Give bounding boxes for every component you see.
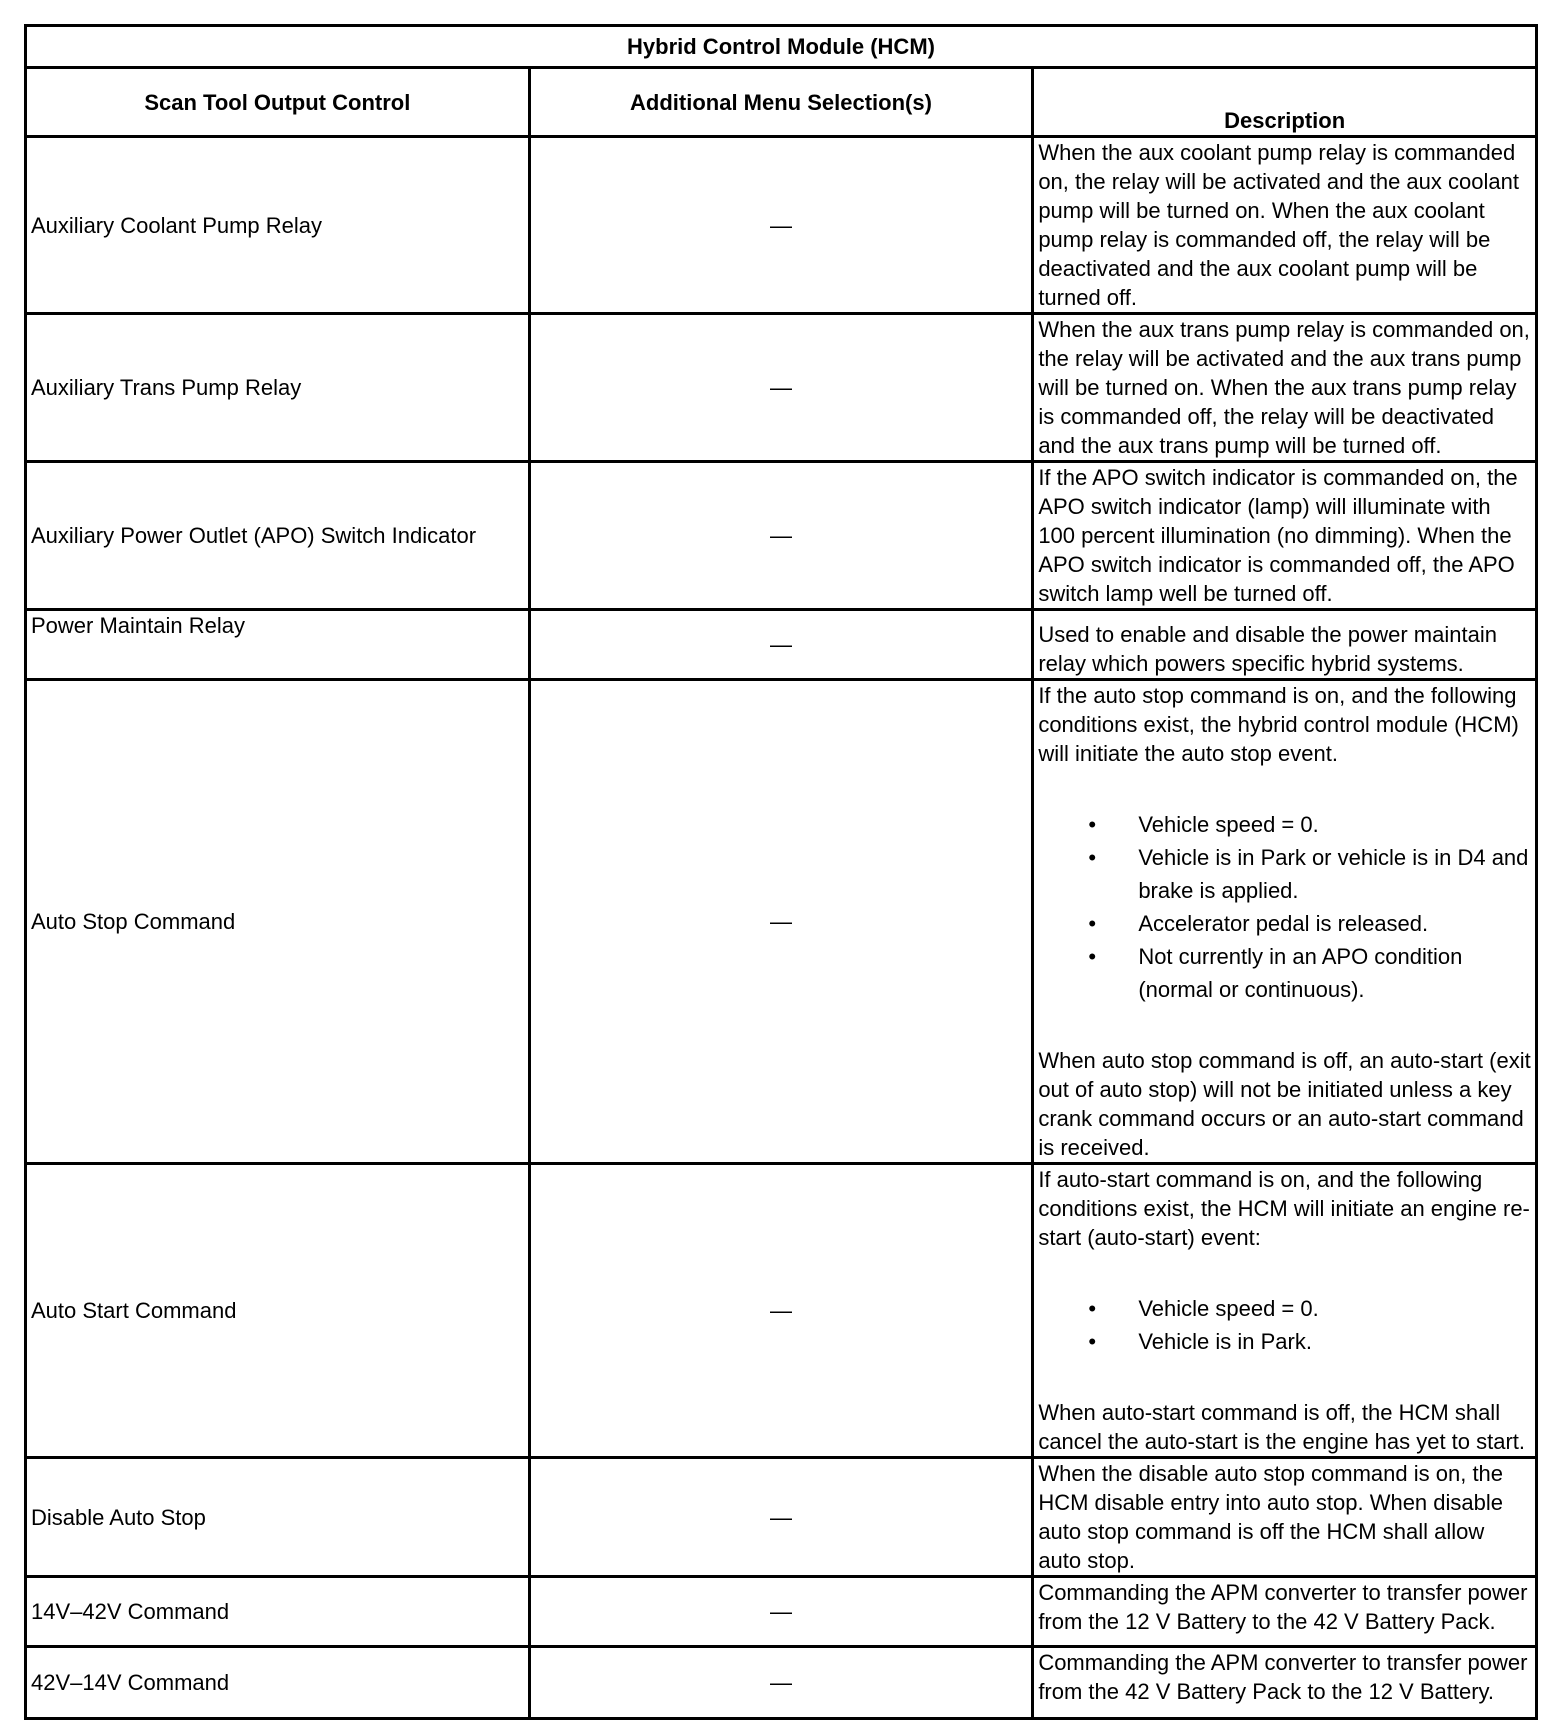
description-cell [1033, 1164, 1537, 1458]
description-cell: If the APO switch indicator is commanded on, the APO switch indicator (lamp) will illuminate with 100 percent illumination (no dimming). When the APO switch indicator is commanded off, the APO switch lamp well be turned off. [1033, 462, 1537, 610]
condition-list [1038, 1292, 1531, 1358]
list-item: • Vehicle speed = 0. [1038, 808, 1531, 841]
control-cell: 42V–14V Command [26, 1647, 530, 1719]
description-intro: If the auto stop command is on, and the following conditions exist, the hybrid control module (HCM) will initiate the auto stop event. [1038, 683, 1519, 766]
menu-cell: — [529, 1458, 1033, 1577]
header-control: Scan Tool Output Control [26, 68, 530, 137]
header-description: Description [1033, 68, 1537, 137]
description-outro: When auto-start command is off, the HCM shall cancel the auto-start is the engine has yet to start. [1038, 1400, 1526, 1454]
table-row [26, 1458, 1537, 1577]
list-item: • Vehicle is in Park. [1038, 1325, 1531, 1358]
menu-cell: — [529, 1647, 1033, 1719]
control-cell: Disable Auto Stop [26, 1458, 530, 1577]
table-row [26, 1164, 1537, 1458]
menu-cell: — [529, 462, 1033, 610]
menu-cell: — [529, 1577, 1033, 1647]
list-item: • Accelerator pedal is released. [1038, 907, 1531, 940]
list-item: • Vehicle speed = 0. [1038, 1292, 1531, 1325]
description-outro: When auto stop command is off, an auto-start (exit out of auto stop) will not be initiated unless a key crank command occurs or an auto-start command is received. [1038, 1048, 1531, 1160]
description-cell: Commanding the APM converter to transfer power from the 42 V Battery Pack to the 12 V Battery. [1033, 1647, 1537, 1719]
condition-list [1038, 808, 1531, 1006]
description-cell: When the disable auto stop command is on, the HCM disable entry into auto stop. When disable auto stop command is off the HCM shall allow auto stop. [1033, 1458, 1537, 1577]
control-cell: Auto Stop Command [26, 680, 530, 1164]
description-cell: Commanding the APM converter to transfer power from the 12 V Battery to the 42 V Battery Pack. [1033, 1577, 1537, 1647]
table-row [26, 1647, 1537, 1719]
control-cell: Auxiliary Trans Pump Relay [26, 314, 530, 462]
list-item: • Not currently in an APO condition (normal or continuous). [1038, 940, 1531, 1006]
header-menu: Additional Menu Selection(s) [529, 68, 1033, 137]
control-cell: Auto Start Command [26, 1164, 530, 1458]
description-intro: If auto-start command is on, and the following conditions exist, the HCM will initiate an engine re-start (auto-start) event: [1038, 1167, 1530, 1250]
description-cell: Used to enable and disable the power maintain relay which powers specific hybrid systems. [1033, 610, 1537, 680]
table-title: Hybrid Control Module (HCM) [26, 26, 1537, 68]
control-cell: Power Maintain Relay [26, 610, 530, 680]
list-item: • Vehicle is in Park or vehicle is in D4 and brake is applied. [1038, 841, 1531, 907]
menu-cell: — [529, 680, 1033, 1164]
description-cell [1033, 680, 1537, 1164]
description-cell: When the aux trans pump relay is commanded on, the relay will be activated and the aux trans pump will be turned on. When the aux trans pump relay is commanded off, the relay will be deactivated and the aux trans pump will be turned off. [1033, 314, 1537, 462]
table-row [26, 462, 1537, 610]
hcm-output-control-table [24, 24, 1538, 1720]
menu-cell: — [529, 137, 1033, 314]
table-row [26, 1577, 1537, 1647]
description-cell: When the aux coolant pump relay is commanded on, the relay will be activated and the aux coolant pump will be turned on. When the aux coolant pump relay is commanded off, the relay will be deactivated and the aux coolant pump will be turned off. [1033, 137, 1537, 314]
control-cell: Auxiliary Coolant Pump Relay [26, 137, 530, 314]
control-cell: 14V–42V Command [26, 1577, 530, 1647]
menu-cell: — [529, 1164, 1033, 1458]
menu-cell: — [529, 314, 1033, 462]
menu-cell: — [529, 610, 1033, 680]
table-row [26, 314, 1537, 462]
table-row [26, 137, 1537, 314]
control-cell: Auxiliary Power Outlet (APO) Switch Indicator [26, 462, 530, 610]
table-row [26, 610, 1537, 680]
table-row [26, 680, 1537, 1164]
